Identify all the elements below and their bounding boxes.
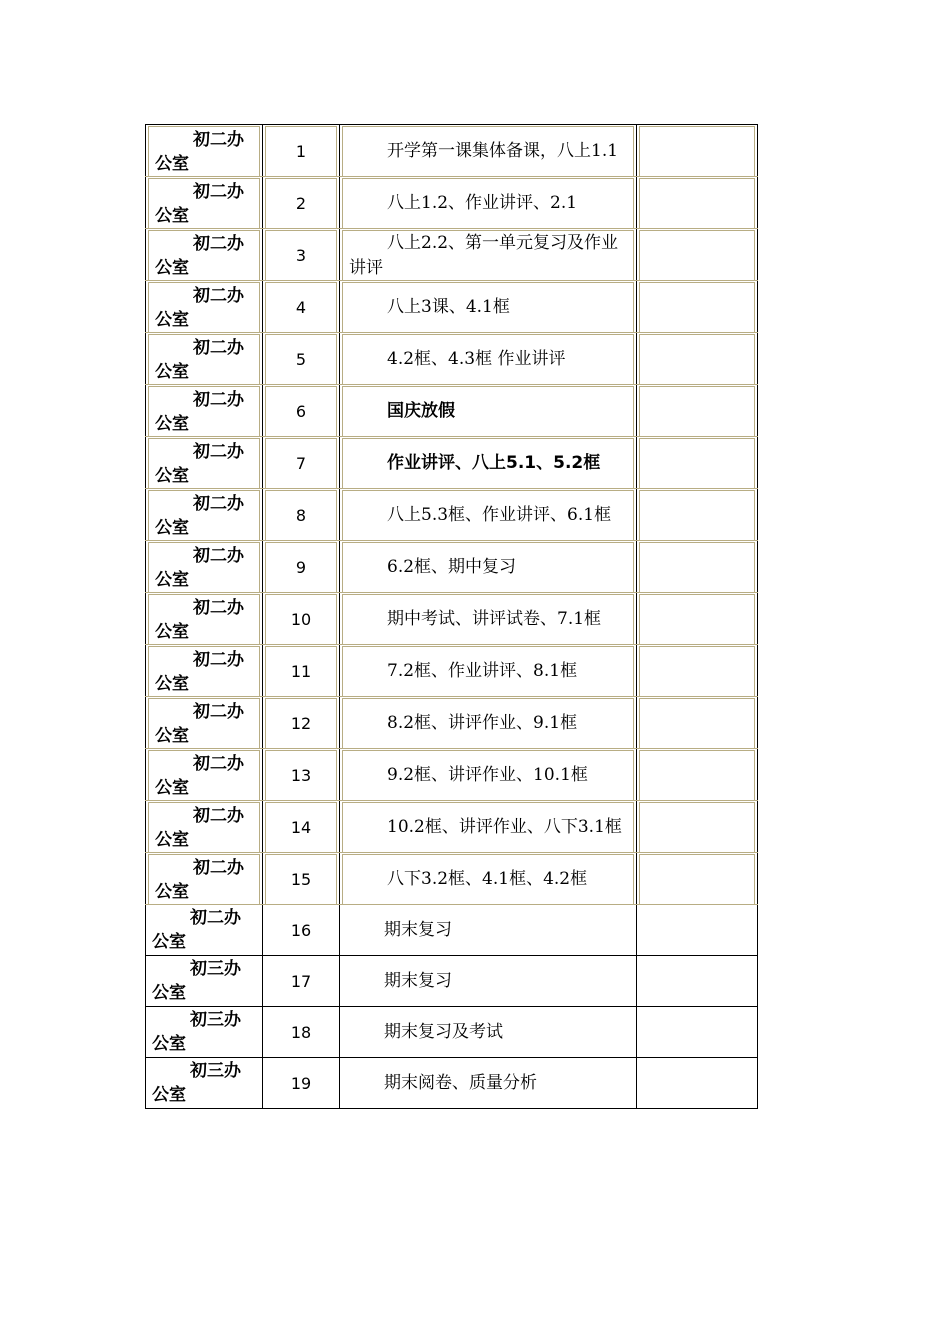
week-number: 18: [290, 1022, 312, 1042]
week-number-cell: [263, 281, 340, 333]
table-row: [146, 853, 758, 905]
content-cell: [340, 905, 637, 956]
location-text: 初二办公室: [155, 233, 244, 278]
note-cell: [637, 645, 758, 697]
content-text: 作业讲评、八上5.1、5.2框: [387, 453, 601, 473]
location-text: 初二办公室: [155, 493, 244, 538]
content-cell: [340, 645, 637, 697]
note-cell: [637, 385, 758, 437]
note-cell: [637, 749, 758, 801]
week-number: 7: [295, 454, 307, 473]
content-cell: [340, 437, 637, 489]
table-row: [146, 333, 758, 385]
location-cell: [146, 956, 263, 1007]
note-cell: [637, 125, 758, 177]
content-cell: [340, 749, 637, 801]
week-number-cell: [263, 177, 340, 229]
location-cell: [146, 489, 263, 541]
content-text: 八上3课、4.1框: [387, 297, 510, 317]
table-row: [146, 281, 758, 333]
schedule-table: [145, 124, 758, 1109]
week-number-cell: [263, 229, 340, 281]
week-number-cell: [263, 697, 340, 749]
location-text: 初二办公室: [155, 597, 244, 642]
content-cell: [340, 853, 637, 905]
table-row: [146, 645, 758, 697]
content-cell: [340, 541, 637, 593]
location-cell: [146, 905, 263, 956]
week-number-cell: [263, 1058, 340, 1109]
table-row: [146, 1058, 758, 1109]
content-text: 八上5.3框、作业讲评、6.1框: [387, 505, 612, 525]
content-text: 7.2框、作业讲评、8.1框: [387, 661, 578, 681]
schedule-table-body: [146, 125, 758, 1109]
location-cell: [146, 229, 263, 281]
week-number-cell: [263, 385, 340, 437]
table-row: [146, 1007, 758, 1058]
location-text: 初二办公室: [155, 441, 244, 486]
week-number: 4: [295, 298, 307, 317]
note-cell: [637, 801, 758, 853]
location-cell: [146, 281, 263, 333]
content-cell: [340, 489, 637, 541]
location-cell: [146, 801, 263, 853]
location-cell: [146, 645, 263, 697]
location-cell: [146, 853, 263, 905]
table-row: [146, 956, 758, 1007]
location-text: 初二办公室: [155, 701, 244, 746]
content-cell: [340, 125, 637, 177]
week-number: 19: [290, 1073, 312, 1093]
location-cell: [146, 1007, 263, 1058]
note-cell: [637, 697, 758, 749]
table-row: [146, 489, 758, 541]
week-number: 1: [295, 142, 307, 161]
location-text: 初二办公室: [155, 389, 244, 434]
content-text: 期末阅卷、质量分析: [384, 1072, 537, 1093]
note-cell: [637, 489, 758, 541]
week-number-cell: [263, 905, 340, 956]
location-cell: [146, 593, 263, 645]
note-cell: [637, 229, 758, 281]
week-number-cell: [263, 541, 340, 593]
week-number-cell: [263, 489, 340, 541]
location-text: 初二办公室: [155, 649, 244, 694]
note-cell: [637, 541, 758, 593]
table-row: [146, 177, 758, 229]
content-cell: [340, 956, 637, 1007]
content-cell: [340, 177, 637, 229]
content-text: 国庆放假: [387, 401, 455, 421]
table-row: [146, 437, 758, 489]
location-cell: [146, 333, 263, 385]
table-row: [146, 125, 758, 177]
location-cell: [146, 385, 263, 437]
content-text: 期末复习: [384, 970, 452, 991]
content-text: 八上2.2、第一单元复习及作业讲评: [349, 232, 619, 278]
content-cell: [340, 593, 637, 645]
content-text: 开学第一课集体备课，八上1.1: [387, 141, 619, 161]
table-row: [146, 801, 758, 853]
week-number-cell: [263, 333, 340, 385]
location-text: 初三办公室: [152, 959, 241, 1003]
note-cell: [637, 905, 758, 956]
content-text: 10.2框、讲评作业、八下3.1框: [387, 817, 622, 837]
note-cell: [637, 853, 758, 905]
week-number: 14: [290, 818, 312, 837]
week-number: 8: [295, 506, 307, 525]
week-number-cell: [263, 956, 340, 1007]
note-cell: [637, 1007, 758, 1058]
week-number: 16: [290, 920, 312, 940]
week-number: 10: [290, 610, 312, 629]
content-text: 8.2框、讲评作业、9.1框: [387, 713, 578, 733]
week-number: 5: [295, 350, 307, 369]
location-text: 初二办公室: [155, 857, 244, 902]
content-cell: [340, 229, 637, 281]
week-number: 17: [290, 971, 312, 991]
content-cell: [340, 281, 637, 333]
location-text: 初二办公室: [155, 805, 244, 850]
location-text: 初二办公室: [155, 181, 244, 226]
week-number-cell: [263, 1007, 340, 1058]
week-number: 12: [290, 714, 312, 733]
content-text: 9.2框、讲评作业、10.1框: [387, 765, 588, 785]
week-number-cell: [263, 593, 340, 645]
location-text: 初二办公室: [155, 337, 244, 382]
week-number: 6: [295, 402, 307, 421]
week-number: 2: [295, 194, 307, 213]
note-cell: [637, 593, 758, 645]
table-row: [146, 385, 758, 437]
location-text: 初二办公室: [155, 129, 244, 174]
note-cell: [637, 333, 758, 385]
location-text: 初三办公室: [152, 1061, 241, 1105]
table-row: [146, 697, 758, 749]
note-cell: [637, 177, 758, 229]
content-text: 期末复习及考试: [384, 1021, 503, 1042]
content-cell: [340, 801, 637, 853]
week-number: 3: [295, 246, 307, 265]
week-number-cell: [263, 125, 340, 177]
location-cell: [146, 541, 263, 593]
content-text: 4.2框、4.3框 作业讲评: [387, 349, 566, 369]
note-cell: [637, 956, 758, 1007]
location-cell: [146, 437, 263, 489]
note-cell: [637, 281, 758, 333]
week-number: 15: [290, 870, 312, 889]
table-row: [146, 229, 758, 281]
location-text: 初二办公室: [155, 753, 244, 798]
location-text: 初三办公室: [152, 1010, 241, 1054]
content-text: 八下3.2框、4.1框、4.2框: [387, 869, 588, 889]
week-number: 13: [290, 766, 312, 785]
week-number: 9: [295, 558, 307, 577]
location-cell: [146, 1058, 263, 1109]
location-cell: [146, 125, 263, 177]
week-number-cell: [263, 801, 340, 853]
week-number-cell: [263, 645, 340, 697]
content-cell: [340, 385, 637, 437]
table-row: [146, 541, 758, 593]
week-number-cell: [263, 749, 340, 801]
location-text: 初二办公室: [155, 285, 244, 330]
note-cell: [637, 1058, 758, 1109]
location-text: 初二办公室: [155, 545, 244, 590]
note-cell: [637, 437, 758, 489]
week-number-cell: [263, 853, 340, 905]
location-cell: [146, 749, 263, 801]
content-text: 期中考试、讲评试卷、7.1框: [387, 609, 602, 629]
location-text: 初二办公室: [152, 908, 241, 952]
table-row: [146, 593, 758, 645]
content-cell: [340, 333, 637, 385]
content-cell: [340, 1007, 637, 1058]
content-text: 八上1.2、作业讲评、2.1: [387, 193, 578, 213]
table-row: [146, 749, 758, 801]
content-cell: [340, 1058, 637, 1109]
location-cell: [146, 697, 263, 749]
week-number-cell: [263, 437, 340, 489]
content-text: 6.2框、期中复习: [387, 557, 517, 577]
week-number: 11: [290, 662, 312, 681]
location-cell: [146, 177, 263, 229]
table-row: [146, 905, 758, 956]
content-cell: [340, 697, 637, 749]
content-text: 期末复习: [384, 919, 452, 940]
